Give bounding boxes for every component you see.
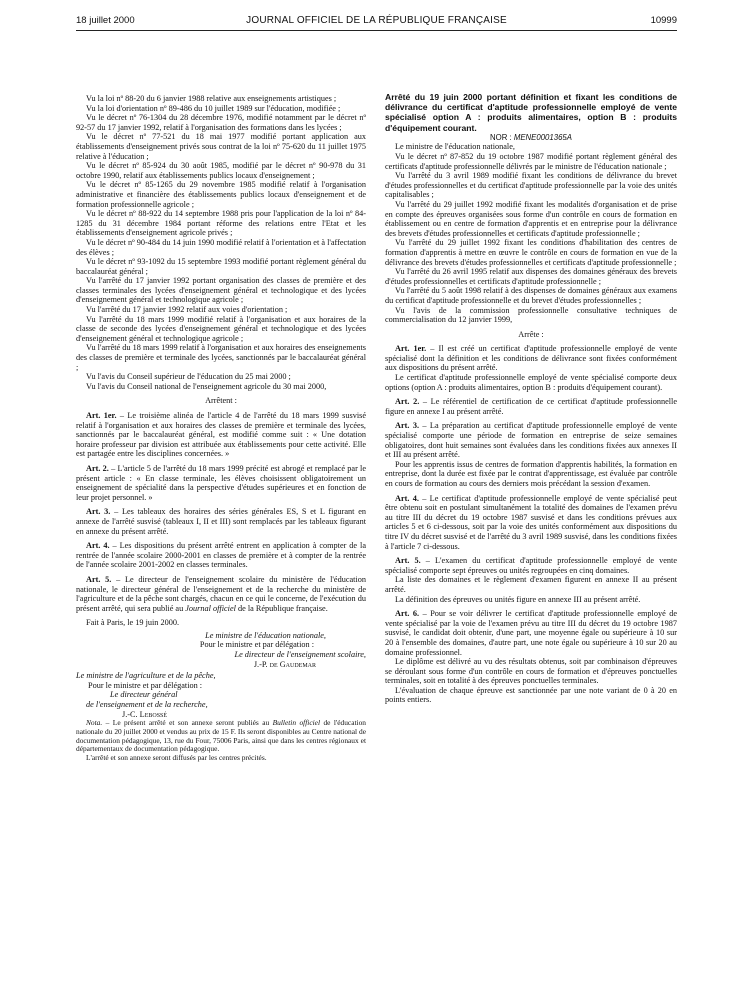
visa-paragraph: Vu l'arrêté du 5 août 1998 relatif à des dispenses de domaines généraux aux examens du certificat d'aptitude professionnelle et du brevet d'études professionnelles ; bbox=[385, 286, 677, 305]
article-label: Art. 3. bbox=[86, 507, 111, 517]
visa-paragraph: Vu l'arrêté du 29 juillet 1992 fixant les conditions d'habilitation des centres de formation d'apprentis à mettre en œuvre le contrôle en cours de formation en vue de la délivrance des brevets d'études professionnelles et certificats d'aptitude professionnelle ; bbox=[385, 238, 677, 267]
visa-paragraph: Vu le décret nº 87-852 du 19 octobre 1987 modifié portant règlement général des certificats d'aptitude professionnelle délivrés par le ministre de l'éducation nationale ; bbox=[385, 152, 677, 171]
nota-text: de l'éducation nationale du 20 juillet 2000 et vendus au prix de 15 F. Ils seront disponibles au Centre national de documentation pédagogique, 13, rue du Four, 75006 Paris, ainsi que dans les centres régionaux et départementaux de documentation pédagogique. bbox=[76, 718, 366, 754]
signatory-title: Le directeur de l'enseignement scolaire, bbox=[234, 650, 366, 660]
article-paragraph: Pour les apprentis issus de centres de formation d'apprentis habilités, la formation en entreprise, dont la durée est fixée par le contrat d'apprentissage, est évaluée par contrôle en cours de formation au cours des derniers mois précédant la session d'examen. bbox=[385, 459, 677, 488]
article-label: Art. 5. bbox=[395, 556, 421, 566]
article-text: – Il est créé un certificat d'aptitude professionnelle employé de vente spécialisé dont la définition et les conditions de délivrance sont fixées conformément aux dispositions du présent arrêté. bbox=[385, 344, 677, 373]
article-label: Art. 2. bbox=[86, 463, 109, 473]
article-text: – Le directeur de l'enseignement scolaire du ministère de l'éducation nationale, le directeur général de l'enseignement et de la recherche du ministère de l'agriculture et de la pêche sont chargés, chacun en ce qui le concerne, de l'exécution du présent arrêté, qui sera publié au bbox=[76, 574, 366, 613]
visa-paragraph: Vu l'arrêté du 3 avril 1989 modifié fixant les conditions de délivrance du brevet d'études professionnelles et du certificat d'aptitude professionnelle par la voie des unités capitalisables ; bbox=[385, 171, 677, 200]
visa-paragraph: Vu la loi d'orientation nº 89-486 du 10 juillet 1989 sur l'éducation, modifiée ; bbox=[86, 103, 341, 113]
article-paragraph: Le certificat d'aptitude professionnelle employé de vente spécialisé comporte deux options (option A : produits alimentaires, option B : produits d'équipement courant). bbox=[385, 373, 677, 392]
visa-paragraph: Vu le décret nº 88-922 du 14 septembre 1988 pris pour l'application de la loi nº 84-1285 du 31 décembre 1984 portant réforme des relations entre l'Etat et les établissements d'enseignement agricole privés ; bbox=[76, 209, 366, 238]
page-header bbox=[76, 15, 677, 29]
signing-place-date: Fait à Paris, le 19 juin 2000. bbox=[86, 618, 180, 628]
visa-paragraph: Vu l'arrêté du 18 mars 1999 modifié relatif à l'organisation et aux horaires de la classe de seconde des lycées d'enseignement général et technologique et des lycées d'enseignement général et technologique agricole ; bbox=[76, 314, 366, 343]
article-label: Art. 4. bbox=[395, 493, 419, 503]
arretent-heading: Arrêtent : bbox=[205, 396, 237, 406]
article-text: – Le référentiel de certification de ce certificat d'aptitude professionnelle figure en annexe I au présent arrêté. bbox=[385, 397, 677, 416]
article-text: – La préparation au certificat d'aptitude professionnelle employé de vente spécialisé comporte une période de formation en entreprise de seize semaines obligatoires, dont huit semaines sont évaluées dans les conditions fixées aux annexes II et III au présent arrêté. bbox=[385, 421, 678, 460]
delegation-line: Pour le ministre et par délégation : bbox=[199, 640, 314, 650]
signatory-title: de l'enseignement et de la recherche, bbox=[86, 700, 208, 710]
article-1 bbox=[385, 344, 677, 373]
visa-paragraph: Vu l'arrêté du 29 juillet 1992 modifié fixant les modalités d'organisation et de prise en compte des épreuves organisées sous forme d'un contrôle en cours de formation en établissement ou en centre de formation d'apprentis et en entreprise pour la délivrance des brevets d'études professionnelles et certificats d'aptitude professionnelle ; bbox=[385, 199, 677, 238]
visa-paragraph: Vu l'arrêté du 17 janvier 1992 portant organisation des classes de première et des classes terminales des lycées d'enseignement général et technologique et des lycées d'enseignement général et technologique agricole ; bbox=[76, 276, 366, 305]
article-5 bbox=[76, 575, 366, 613]
left-column bbox=[76, 94, 366, 763]
nota-paragraph bbox=[76, 719, 366, 754]
visa-paragraph: Vu l'avis du Conseil supérieur de l'éducation du 25 mai 2000 ; bbox=[86, 372, 291, 382]
article-label: Art. 5. bbox=[86, 574, 112, 584]
nor-code: MENE0001365A bbox=[513, 132, 572, 142]
nor-label: NOR : bbox=[490, 132, 514, 142]
issue-date: 18 juillet 2000 bbox=[76, 15, 135, 26]
article-text: – Les dispositions du présent arrêté entrent en application à compter de la rentrée de l'année scolaire 2000-2001 en classes de première et à compter de la rentrée de l'année scolaire 2001-2002 en classes terminales. bbox=[76, 541, 366, 570]
minister-line: Le ministre de l'éducation nationale, bbox=[395, 142, 515, 152]
article-2 bbox=[76, 464, 366, 502]
article-label: Art. 1er. bbox=[86, 411, 117, 420]
article-label: Art. 1er. bbox=[395, 344, 427, 354]
decree-title: Arrêté du 19 juin 2000 portant définition et fixant les conditions de délivrance du certificat d'aptitude professionnelle employé de vente spécialisé option A : produits alimentaires, option B : produits d'équipement courant. bbox=[385, 92, 677, 133]
article-text: – L'examen du certificat d'aptitude professionnelle employé de vente spécialisé comporte sept épreuves ou unités regroupées en cinq domaines. bbox=[385, 556, 677, 575]
visa-paragraph: Vu l'avis de la commission professionnelle consultative techniques de commercialisation du 12 janvier 1999, bbox=[385, 305, 677, 325]
article-text: – Les tableaux des horaires des séries générales ES, S et L figurant en annexe de l'arrêté susvisé (tableaux I, II et III) sont remplacés par les tableaux figurant en annexe du présent arrêté. bbox=[76, 507, 366, 536]
article-2 bbox=[385, 397, 677, 416]
article-3 bbox=[76, 507, 366, 536]
visa-paragraph: Vu l'arrêté du 17 janvier 1992 relatif aux voies d'orientation ; bbox=[86, 305, 288, 315]
article-4 bbox=[76, 541, 366, 570]
nota-paragraph: L'arrêté et son annexe seront diffusés par les centres précités. bbox=[86, 753, 267, 763]
visa-paragraph: Vu le décret nº 77-521 du 18 mai 1977 modifié portant application aux établissements d'enseignement privés sous contrat de la loi nº 75-620 du 11 juillet 1975 relative à l'éducation ; bbox=[76, 132, 366, 161]
article-label: Art. 3. bbox=[395, 421, 420, 431]
article-paragraph: La liste des domaines et le règlement d'examen figurent en annexe II au présent arrêté. bbox=[385, 575, 677, 594]
journal-title: JOURNAL OFFICIEL DE LA RÉPUBLIQUE FRANÇAISE bbox=[246, 15, 507, 26]
article-6 bbox=[385, 609, 677, 657]
signatory-title: Le ministre de l'agriculture et de la pêche, bbox=[76, 671, 216, 681]
page-number: 10999 bbox=[650, 15, 677, 26]
article-1 bbox=[76, 411, 366, 459]
visa-paragraph: Vu le décret nº 85-924 du 30 août 1985, modifié par le décret nº 90-978 du 31 octobre 1990, relatif aux établissements publics locaux d'enseignement ; bbox=[76, 161, 366, 180]
article-text: de la République française. bbox=[235, 603, 328, 613]
article-text: – L'article 5 de l'arrêté du 18 mars 1999 précité est abrogé et remplacé par le présent article : « En classe terminale, les élèves choisissent obligatoirement un enseignement de spécialité dans la perspective d'études supérieures et en fonction de leur projet personnel. » bbox=[76, 463, 367, 502]
delegation-line: Pour le ministre et par délégation : bbox=[88, 680, 203, 690]
article-paragraph: La définition des épreuves ou unités figure en annexe III au présent arrêté. bbox=[395, 594, 641, 604]
nota-label: Nota. bbox=[86, 718, 103, 728]
visa-paragraph: Vu l'avis du Conseil national de l'enseignement agricole du 30 mai 2000, bbox=[86, 381, 327, 391]
visa-paragraph: Vu la loi nº 88-20 du 6 janvier 1988 relative aux enseignements artistiques ; bbox=[86, 94, 337, 103]
visa-paragraph: Vu le décret nº 93-1092 du 15 septembre 1993 modifié portant règlement général du baccalauréat général ; bbox=[76, 257, 366, 276]
arrete-heading: Arrête : bbox=[518, 329, 544, 339]
visa-paragraph: Vu le décret nº 76-1304 du 28 décembre 1976, modifié notamment par le décret nº 92-57 du 17 janvier 1992, relatif à l'organisation des formations dans les lycées ; bbox=[76, 113, 366, 132]
signatory-title: Le ministre de l'éducation nationale, bbox=[205, 630, 326, 640]
visa-paragraph: Vu l'arrêté du 26 avril 1995 relatif aux dispenses des domaines généraux des brevets d'études professionnelles et certificats d'aptitude professionnelle ; bbox=[385, 267, 677, 286]
bulletin-name: Bulletin officiel bbox=[272, 718, 321, 728]
right-column bbox=[385, 92, 677, 705]
nor-reference bbox=[385, 133, 677, 143]
article-label: Art. 6. bbox=[395, 609, 420, 619]
header-rule bbox=[76, 30, 677, 31]
journal-name: Journal officiel bbox=[185, 603, 236, 613]
article-label: Art. 4. bbox=[86, 541, 110, 551]
article-paragraph: Le diplôme est délivré au vu des résultats obtenus, soit par combinaison d'épreuves se déroulant sous forme d'un contrôle en cours de formation et d'épreuves ponctuelles terminales, soit en totalité à des épreuves ponctuelles terminales. bbox=[385, 657, 677, 686]
visa-paragraph: Vu le décret nº 85-1265 du 29 novembre 1985 modifié relatif à l'organisation administrative et financière des établissements publics locaux d'enseignement et de formation professionnelle agricole ; bbox=[76, 180, 366, 209]
signatory-name: J.-P. de Gaudemar bbox=[253, 659, 316, 669]
article-3 bbox=[385, 421, 677, 459]
article-5 bbox=[385, 556, 677, 575]
visa-paragraph: Vu le décret nº 90-484 du 14 juin 1990 modifié relatif à l'orientation et à l'affectation des élèves ; bbox=[76, 237, 366, 257]
article-text: – Le certificat d'aptitude professionnelle employé de vente spécialisé peut être obtenu soit en postulant simultanément la totalité des domaines de l'examen prévu au titre III du décret du 19 octobre 1987 susvisé et dans les conditions prévues aux articles 5 et 6 ci-dessous, soit par la voie des unités conformément aux dispositions du titre IV du décret susvisé et de l'arrêté du 3 avril 1989 susvisé, dans les conditions fixées à l'article 7 ci-dessous. bbox=[385, 493, 677, 551]
visa-paragraph: Vu l'arrêté du 18 mars 1999 relatif à l'organisation et aux horaires des enseignements des classes de première et terminale des lycées, sanctionnés par le baccalauréat général ; bbox=[76, 343, 366, 372]
article-4 bbox=[385, 494, 677, 552]
article-text: – Le troisième alinéa de l'article 4 de l'arrêté du 18 mars 1999 susvisé relatif à l'organisation et aux horaires des classes de première et terminale des lycées, sanctionnés par le baccalauréat général, est modifié comme suit : « Une dotation horaire professeur par division est attribuée aux établissements pour cette activité. Elle est partagée entre les disciplines concernées. » bbox=[76, 411, 367, 459]
article-label: Art. 2. bbox=[395, 397, 420, 407]
article-paragraph: L'évaluation de chaque épreuve est sanctionnée par une note variant de 0 à 20 en points entiers. bbox=[385, 685, 677, 705]
signatory-title: Le directeur général bbox=[110, 690, 178, 700]
article-text: – Pour se voir délivrer le certificat d'aptitude professionnelle employé de vente spécialisé par la voie de l'examen prévu au titre III du décret du 19 octobre 1987 susvisé, le candidat doit obtenir, d'une part, une moyenne égale ou supérieure à 10 sur 20 à l'ensemble des domaines, d'autre part, une note égale ou supérieure à 10 sur 20 au domaine professionnel. bbox=[385, 609, 677, 657]
nota-text: – Le présent arrêté et son annexe seront publiés au bbox=[102, 718, 273, 728]
signatory-name: J.-C. Lebossé bbox=[122, 709, 168, 719]
